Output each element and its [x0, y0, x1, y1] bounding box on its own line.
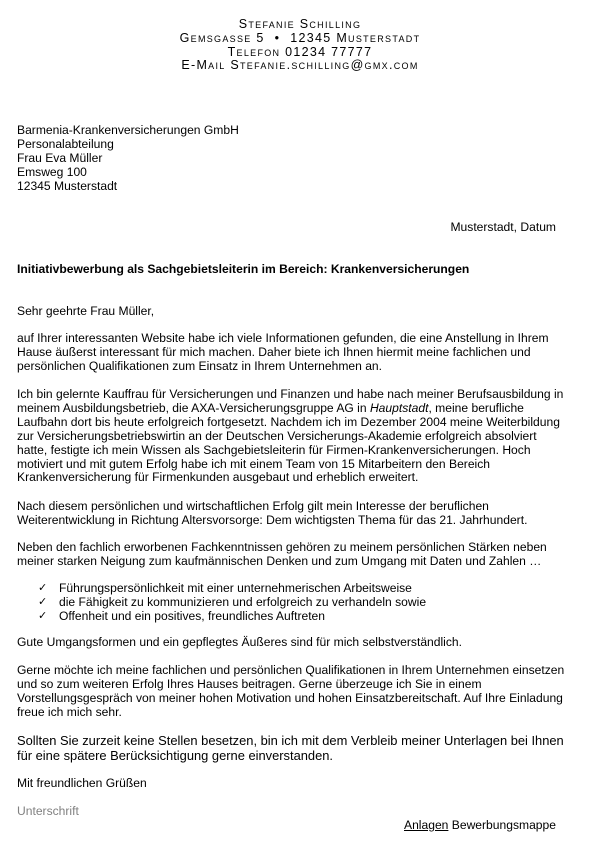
- recipient-contact: Frau Eva Müller: [17, 150, 103, 165]
- attachments-line: [404, 819, 556, 833]
- closing: Mit freundlichen Grüßen: [17, 776, 147, 790]
- salutation: Sehr geehrte Frau Müller,: [17, 304, 155, 318]
- check-icon: ✓: [38, 609, 48, 622]
- paragraph-motivation: Gerne möchte ich meine fachlichen und persönlichen Qualifikationen in Ihrem Unternehmen einsetzen und so zum weiteren Erfolg Ihres Hauses beitragen. Gerne überzeuge ich Sie in einem Vorstellungsgespräch von meiner hohen Motivation und hohen Einsatzbereitschaft. Auf Ihre Einladung freue ich mich sehr.: [17, 663, 565, 719]
- list-item: [17, 610, 565, 624]
- sender-phone: Telefon 01234 77777: [227, 45, 373, 59]
- check-icon: ✓: [38, 582, 48, 594]
- list-item-text: Offenheit und ein positives, freundliches Auftreten: [59, 608, 326, 623]
- attachments-value: Bewerbungsmappe: [451, 818, 556, 832]
- paragraph-manners: Gute Umgangsformen und ein gepflegtes Äußeres sind für mich selbstverständlich.: [17, 635, 463, 649]
- paragraph-strengths: Neben den fachlich erworbenen Fachkenntnissen gehören zu meinem persönlichen Stärken neben meiner starken Neigung zum kaufmännischen Denken und zum Umgang mit Daten und Zahlen …: [17, 540, 547, 568]
- attachments-label: Anlagen: [404, 818, 449, 832]
- check-icon: ✓: [38, 595, 48, 608]
- paragraph-intro: auf Ihrer interessanten Website habe ich viele Informationen gefunden, die eine Anstellung in Ihrem Hause äußerst interessant für mich machen. Daher biete ich Ihnen hiermit meine fachlichen und persönlichen Qualifikationen zum Einsatz in Ihrem Unternehmen an.: [17, 331, 549, 373]
- recipient-city: 12345 Musterstadt: [17, 178, 118, 193]
- sender-city: 12345 Musterstadt: [290, 31, 421, 45]
- recipient-company: Barmenia-Krankenversicherungen GmbH: [17, 123, 239, 137]
- strengths-list: [17, 582, 565, 624]
- subject-line: Initiativbewerbung als Sachgebietsleiterin im Bereich: Krankenversicherungen: [17, 262, 470, 276]
- recipient-address: [17, 124, 565, 194]
- list-item-text: die Fähigkeit zu kommunizieren und erfolgreich zu verhandeln sowie: [59, 594, 427, 609]
- sender-email: E-Mail Stefanie.schilling@gmx.com: [181, 58, 419, 72]
- paragraph-career-city: Hauptstadt: [369, 400, 429, 415]
- paragraph-career: [17, 388, 565, 485]
- sender-address-line: [0, 31, 600, 45]
- sender-name: Stefanie Schilling: [238, 17, 362, 31]
- sender-separator: •: [274, 31, 281, 45]
- list-item: [17, 596, 565, 610]
- date-line: Musterstadt, Datum: [450, 220, 556, 234]
- sender-street: Gemsgasse 5: [179, 31, 265, 45]
- paragraph-no-vacancy: Sollten Sie zurzeit keine Stellen besetzen, bin ich mit dem Verbleib meiner Unterlagen bei Ihnen für eine spätere Berücksichtigung gerne einverstanden.: [17, 733, 564, 763]
- recipient-department: Personalabteilung: [17, 136, 114, 151]
- recipient-street: Emsweg 100: [17, 164, 87, 179]
- paragraph-career-end: , meine berufliche Laufbahn dort bis heute erfolgreich fortgesetzt. Nachdem ich im Dezember 2004 meine Weiterbildung zur Versicherungsbetriebswirtin an der Deutschen Versicherungs-Akademie erfolgreich absolviert hatte, festigte ich mein Wissen als Sachgebietsleiterin für Firmen-Krankenversicherungen. Hoch motiviert und mit gutem Erfolg habe ich mit einem Team von 15 Mitarbeitern den Bereich Krankenversicherung für Firmenkunden ausgebaut und erheblich erweitert.: [17, 400, 560, 485]
- paragraph-career-start: Ich bin gelernte Kauffrau für Versicherungen und Finanzen und habe nach meiner Berufsausbildung in meinem Ausbildungsbetrieb, die AXA-Versicherungsgruppe AG in: [17, 387, 564, 415]
- signature-placeholder: Unterschrift: [17, 804, 79, 818]
- list-item: [17, 582, 565, 596]
- list-item-text: Führungspersönlichkeit mit einer unternehmerischen Arbeitsweise: [59, 581, 412, 595]
- paragraph-interest: Nach diesem persönlichen und wirtschaftlichen Erfolg gilt mein Interesse der beruflichen Weiterentwicklung in Richtung Altersvorsorge: Dem wichtigsten Thema für das 21. Jahrhundert.: [17, 499, 528, 527]
